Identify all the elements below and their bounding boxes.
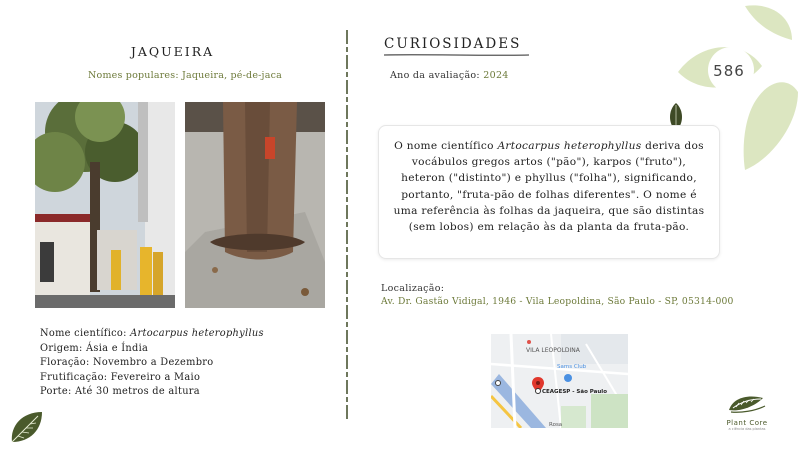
map-marker-label: CEAGESP - São Paulo: [542, 389, 607, 395]
leaf-icon: [8, 408, 46, 446]
curiosity-card: [378, 125, 720, 259]
map-area-label: VILA LEOPOLDINA: [526, 347, 580, 354]
map-road-label: Rosa: [549, 422, 563, 428]
brand: [716, 392, 778, 431]
brand-subtitle: a ciência das plantas: [728, 427, 766, 431]
curiosity-text-end: deriva dos vocábulos gregos artos ("pão"), karpos ("fruto"), heteron ("distinto") e phyllus ("folha"), significando, portanto, "fruta-pão de folhas diferentes". O nome é uma referência às folhas da jaqueira, que são distintas (sem lobos) em relação às da planta da fruta-pão.: [393, 140, 705, 234]
map-store-label: Sams Club: [557, 364, 587, 370]
year-label: Ano da avaliação:: [390, 70, 480, 81]
scientific-name-label: Nome científico:: [40, 328, 127, 339]
title-underline: [384, 53, 529, 57]
year-value: 2024: [483, 70, 509, 81]
card-number-badge: 586: [713, 62, 745, 80]
plant-title: JAQUEIRA: [130, 44, 215, 59]
tree-photo-canopy: [35, 102, 175, 308]
curiosities-title: CURIOSIDADES: [384, 36, 522, 52]
evaluation-year: [390, 70, 509, 81]
brand-name: Plant Core: [726, 419, 768, 427]
tree-photo-trunk: [185, 102, 325, 308]
scientific-name-value: Artocarpus heterophyllus: [130, 328, 264, 339]
location-label: Localização:: [381, 283, 445, 294]
flowering-row: Floração: Novembro a Dezembro: [40, 357, 214, 368]
curiosity-text: [393, 138, 705, 235]
location-map[interactable]: [491, 334, 628, 428]
plant-info: [40, 327, 264, 400]
size-row: Porte: Até 30 metros de altura: [40, 386, 200, 397]
location-address[interactable]: Av. Dr. Gastão Vidigal, 1946 - Vila Leopoldina, São Paulo - SP, 05314-000: [381, 296, 734, 307]
curiosity-text-start: O nome científico: [394, 140, 498, 152]
curiosity-text-italic: Artocarpus heterophyllus: [497, 140, 642, 152]
fruiting-row: Frutificação: Fevereiro a Maio: [40, 371, 201, 383]
origin-row: Origem: Ásia e Índia: [40, 342, 149, 354]
popular-names: Nomes populares: Jaqueira, pé-de-jaca: [88, 70, 282, 81]
vertical-divider: [345, 30, 349, 420]
scientific-name-row: [40, 327, 264, 342]
plant-core-logo: [727, 392, 767, 414]
